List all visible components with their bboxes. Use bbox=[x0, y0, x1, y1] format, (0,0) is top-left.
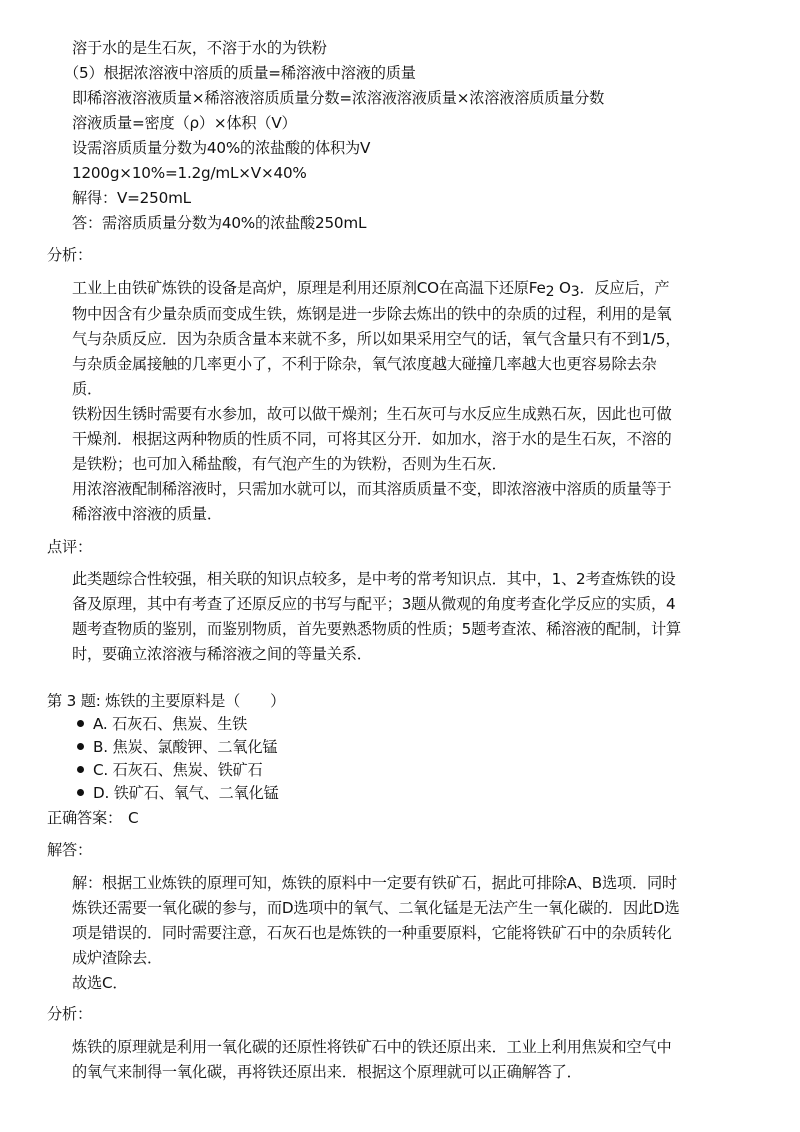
text-line: 干燥剂．根据这两种物质的性质不同，可将其区分开．如加水，溶于水的是生石灰，不溶的 bbox=[72, 430, 672, 448]
text-line: 气与杂质反应．因为杂质含量本来就不多，所以如果采用空气的话，氧气含量只有不到1/5， bbox=[72, 330, 681, 348]
text-line: 炼铁还需要一氧化碳的参与，而D选项中的氧气、二氧化锰是无法产生一氧化碳的．因此D选 bbox=[72, 899, 680, 917]
text-line: 解：根据工业炼铁的原理可知，炼铁的原料中一定要有铁矿石，据此可排除A、B选项．同时 bbox=[72, 874, 677, 892]
text-line: 答：需溶质质量分数为40%的浓盐酸250mL bbox=[72, 214, 367, 232]
subscript: 3 bbox=[570, 284, 580, 300]
option-c bbox=[77, 758, 263, 782]
text-line: 即稀溶液溶液质量×稀溶液溶质质量分数=浓溶液溶液质量×浓溶液溶质质量分数 bbox=[72, 89, 605, 107]
text-line: 溶液质量=密度（ρ）×体积（V） bbox=[72, 114, 297, 132]
bullet-icon bbox=[77, 743, 84, 750]
text-line: 溶于水的是生石灰，不溶于水的为铁粉 bbox=[72, 39, 327, 57]
text-line: 设需溶质质量分数为40%的浓盐酸的体积为V bbox=[72, 139, 371, 157]
bullet-icon bbox=[77, 720, 84, 727]
option-text: C. 石灰石、焦炭、铁矿石 bbox=[93, 761, 263, 779]
text-line: 炼铁的原理就是利用一氧化碳的还原性将铁矿石中的铁还原出来．工业上利用焦炭和空气中 bbox=[72, 1038, 672, 1056]
text-line: 项是错误的．同时需要注意，石灰石也是炼铁的一种重要原料，它能将铁矿石中的杂质转化 bbox=[72, 924, 672, 942]
text-line: 备及原理，其中有考查了还原反应的书写与配平；3题从微观的角度考查化学反应的实质，4 bbox=[72, 595, 676, 613]
text-line bbox=[72, 276, 669, 304]
bullet-icon bbox=[77, 766, 84, 773]
text-line: 时，要确立浓溶液与稀溶液之间的等量关系． bbox=[72, 645, 372, 663]
text-span: 工业上由铁矿炼铁的设备是高炉，原理是利用还原剂CO在高温下还原Fe bbox=[72, 279, 546, 297]
text-line: 题考查物质的鉴别，而鉴别物质，首先要熟悉物质的性质；5题考查浓、稀溶液的配制，计算 bbox=[72, 620, 681, 638]
text-line: 此类题综合性较强，相关联的知识点较多，是中考的常考知识点．其中，1、2考查炼铁的设 bbox=[72, 570, 676, 588]
text-line: 用浓溶液配制稀溶液时，只需加水就可以，而其溶质质量不变，即浓溶液中溶质的质量等于 bbox=[72, 480, 672, 498]
question-title: 第 3 题: 炼铁的主要原料是（ ） bbox=[47, 692, 286, 710]
section-label-review: 点评： bbox=[47, 538, 92, 556]
text-line: 稀溶液中溶液的质量． bbox=[72, 505, 222, 523]
text-line: 质． bbox=[72, 380, 102, 398]
text-line: （5）根据浓溶液中溶质的质量=稀溶液中溶液的质量 bbox=[64, 64, 416, 82]
option-text: A. 石灰石、焦炭、生铁 bbox=[93, 715, 248, 733]
text-line: 1200g×10%=1.2g/mL×V×40% bbox=[72, 164, 307, 182]
text-line: 是铁粉；也可加入稀盐酸，有气泡产生的为铁粉，否则为生石灰． bbox=[72, 455, 507, 473]
bullet-icon bbox=[77, 789, 84, 796]
option-text: B. 焦炭、氯酸钾、二氧化锰 bbox=[93, 738, 278, 756]
text-line: 铁粉因生锈时需要有水参加，故可以做干燥剂；生石灰可与水反应生成熟石灰，因此也可做 bbox=[72, 405, 672, 423]
text-line: 的氧气来制得一氧化碳，再将铁还原出来．根据这个原理就可以正确解答了． bbox=[72, 1063, 582, 1081]
section-label-solution: 解答： bbox=[47, 841, 92, 859]
text-line: 与杂质金属接触的几率更小了，不利于除杂，氧气浓度越大碰撞几率越大也更容易除去杂 bbox=[72, 355, 657, 373]
option-text: D. 铁矿石、氧气、二氧化锰 bbox=[93, 784, 279, 802]
answer-value: C bbox=[127, 809, 139, 827]
text-span: O bbox=[554, 279, 571, 297]
text-line: 物中因含有少量杂质而变成生铁，炼钢是进一步除去炼出的铁中的杂质的过程，利用的是氧 bbox=[72, 305, 672, 323]
option-d bbox=[77, 781, 279, 805]
correct-answer bbox=[47, 806, 138, 830]
text-span: ．反应后，产 bbox=[579, 279, 670, 297]
section-label-analysis: 分析： bbox=[47, 246, 92, 264]
subscript: 2 bbox=[545, 284, 555, 300]
text-line: 成炉渣除去． bbox=[72, 949, 162, 967]
text-line: 故选C． bbox=[72, 974, 128, 992]
option-b bbox=[77, 735, 277, 759]
text-line: 解得：V=250mL bbox=[72, 189, 191, 207]
section-label-analysis: 分析： bbox=[47, 1005, 92, 1023]
answer-label: 正确答案： bbox=[47, 809, 122, 827]
option-a bbox=[77, 712, 247, 736]
